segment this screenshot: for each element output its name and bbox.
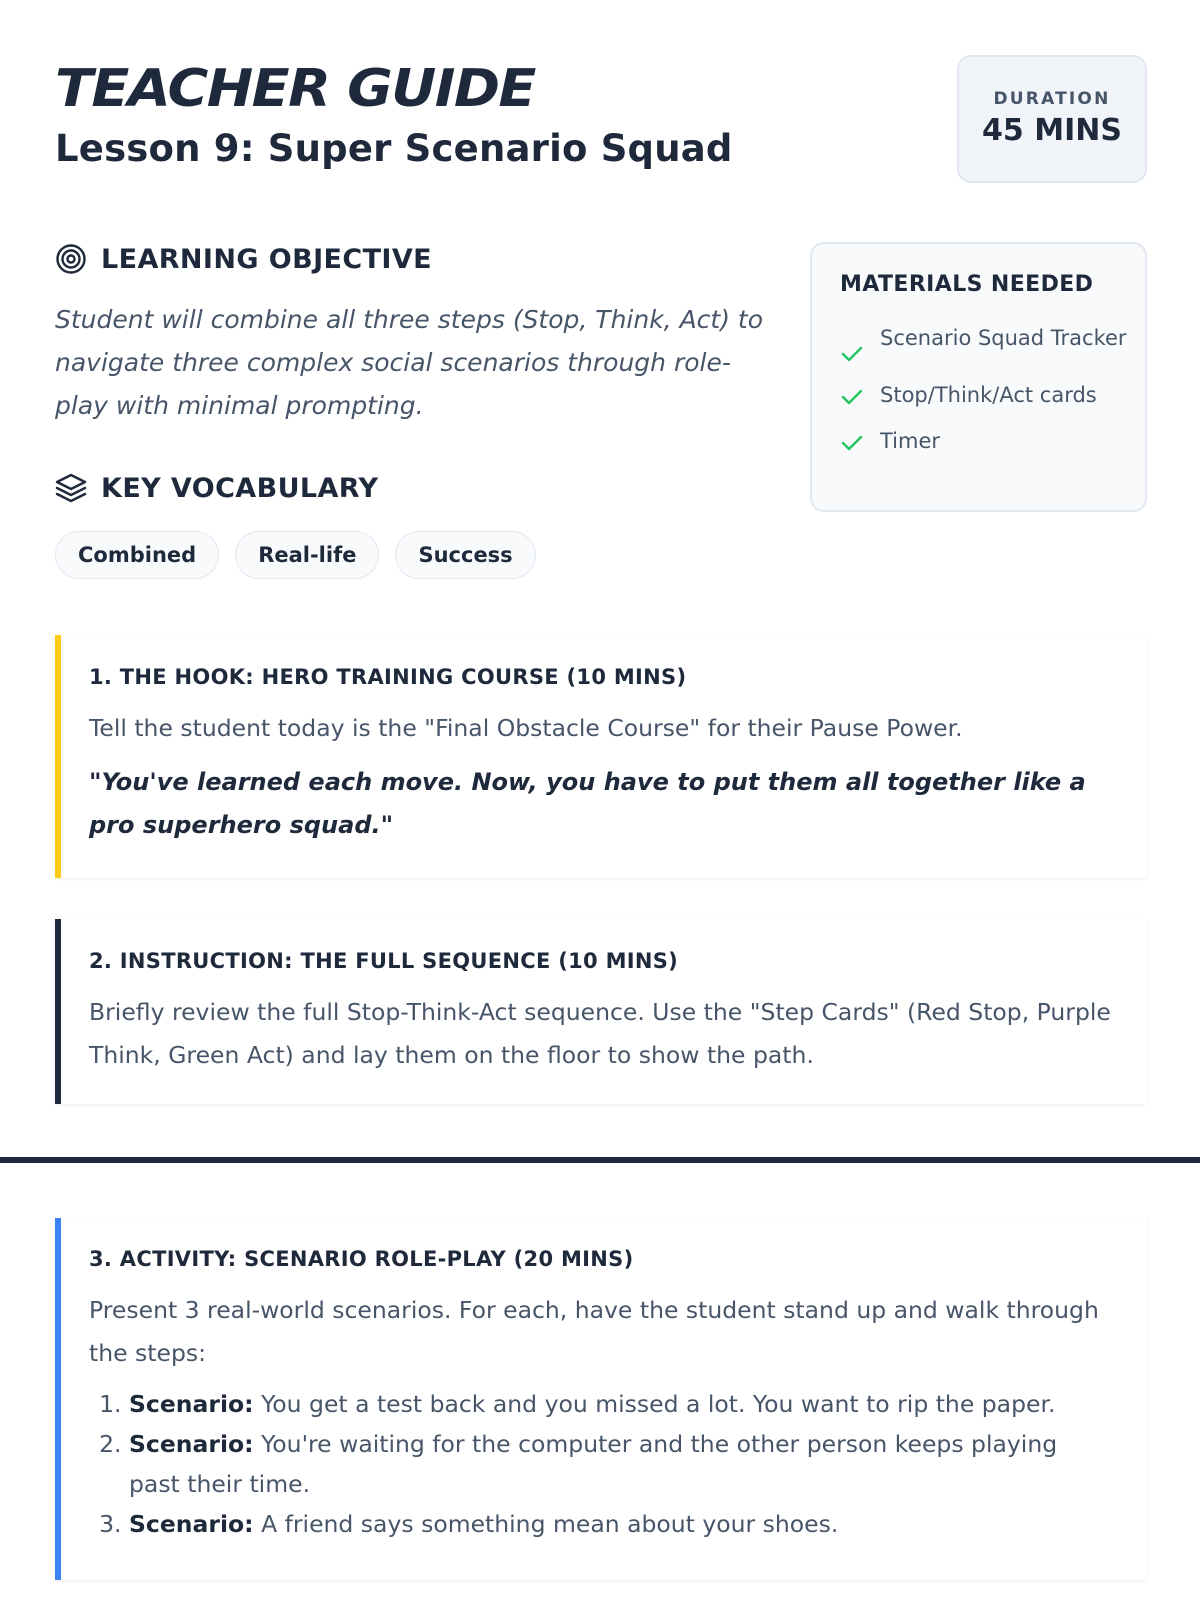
activity-section-heading: 3. ACTIVITY: SCENARIO ROLE-PLAY (20 MINS) <box>89 1247 634 1271</box>
check-icon <box>840 385 864 409</box>
guide-header <box>55 55 1147 190</box>
hook-section-heading: 1. THE HOOK: HERO TRAINING COURSE (10 MINS) <box>89 665 687 689</box>
scenario-label: Scenario: <box>129 1510 254 1538</box>
scenario-text: You get a test back and you missed a lot. You want to rip the paper. <box>261 1390 1056 1418</box>
learning-objective-text: Student will combine all three steps (Stop, Think, Act) to navigate three complex social scenarios through role-play with minimal prompting. <box>55 305 764 420</box>
page-divider <box>0 1157 1200 1163</box>
instruction-section-heading: 2. INSTRUCTION: THE FULL SEQUENCE (10 MINS) <box>89 949 679 973</box>
scenario-item <box>129 1424 1113 1504</box>
vocabulary-pill: Combined <box>55 531 219 579</box>
key-vocabulary-heading-text: KEY VOCABULARY <box>101 472 379 504</box>
vocabulary-pill: Real-life <box>235 531 379 579</box>
scenario-item <box>129 1384 1113 1424</box>
vocabulary-pill: Success <box>395 531 535 579</box>
duration-value: 45 MINS <box>982 113 1122 148</box>
activity-section-card <box>55 1218 1147 1580</box>
vocabulary-pill-list <box>55 531 552 579</box>
learning-objective-heading <box>55 243 432 275</box>
material-label: Stop/Think/Act cards <box>880 383 1097 407</box>
hook-section-text: Tell the student today is the "Final Obstacle Course" for their Pause Power. <box>89 714 963 742</box>
check-icon <box>840 342 864 366</box>
duration-label: DURATION <box>993 89 1111 109</box>
instruction-section-text: Briefly review the full Stop-Think-Act sequence. Use the "Step Cards" (Red Stop, Purple Think, Green Act) and lay them on the floor to show the path. <box>89 998 1111 1069</box>
activity-section-text: Present 3 real-world scenarios. For each, have the student stand up and walk through the steps: <box>89 1296 1099 1367</box>
scenario-text: A friend says something mean about your shoes. <box>261 1510 839 1538</box>
material-label: Timer <box>880 429 941 453</box>
duration-badge <box>957 55 1147 183</box>
materials-list-item <box>840 322 1130 366</box>
key-vocabulary-heading <box>55 472 378 504</box>
scenario-text: You're waiting for the computer and the other person keeps playing past their time. <box>129 1430 1058 1498</box>
materials-list <box>840 322 1130 471</box>
materials-needed-box <box>810 242 1147 512</box>
scenario-label: Scenario: <box>129 1430 254 1458</box>
materials-title: MATERIALS NEEDED <box>840 272 1094 297</box>
guide-title: TEACHER GUIDE <box>55 59 535 119</box>
scenario-label: Scenario: <box>129 1390 254 1418</box>
material-label: Scenario Squad Tracker <box>880 326 1127 350</box>
scenario-item <box>129 1504 1113 1544</box>
layers-icon <box>55 472 87 504</box>
materials-list-item <box>840 379 1130 412</box>
target-icon <box>55 243 87 275</box>
learning-objective-heading-text: LEARNING OBJECTIVE <box>101 243 432 275</box>
hook-section-quote: "You've learned each move. Now, you have to put them all together like a pro superhero squad." <box>89 768 1086 839</box>
check-icon <box>840 431 864 455</box>
materials-list-item <box>840 425 1130 458</box>
instruction-section-card <box>55 919 1147 1104</box>
scenario-list <box>89 1384 1113 1544</box>
hook-section-card <box>55 635 1147 878</box>
lesson-title: Lesson 9: Super Scenario Squad <box>55 127 733 170</box>
